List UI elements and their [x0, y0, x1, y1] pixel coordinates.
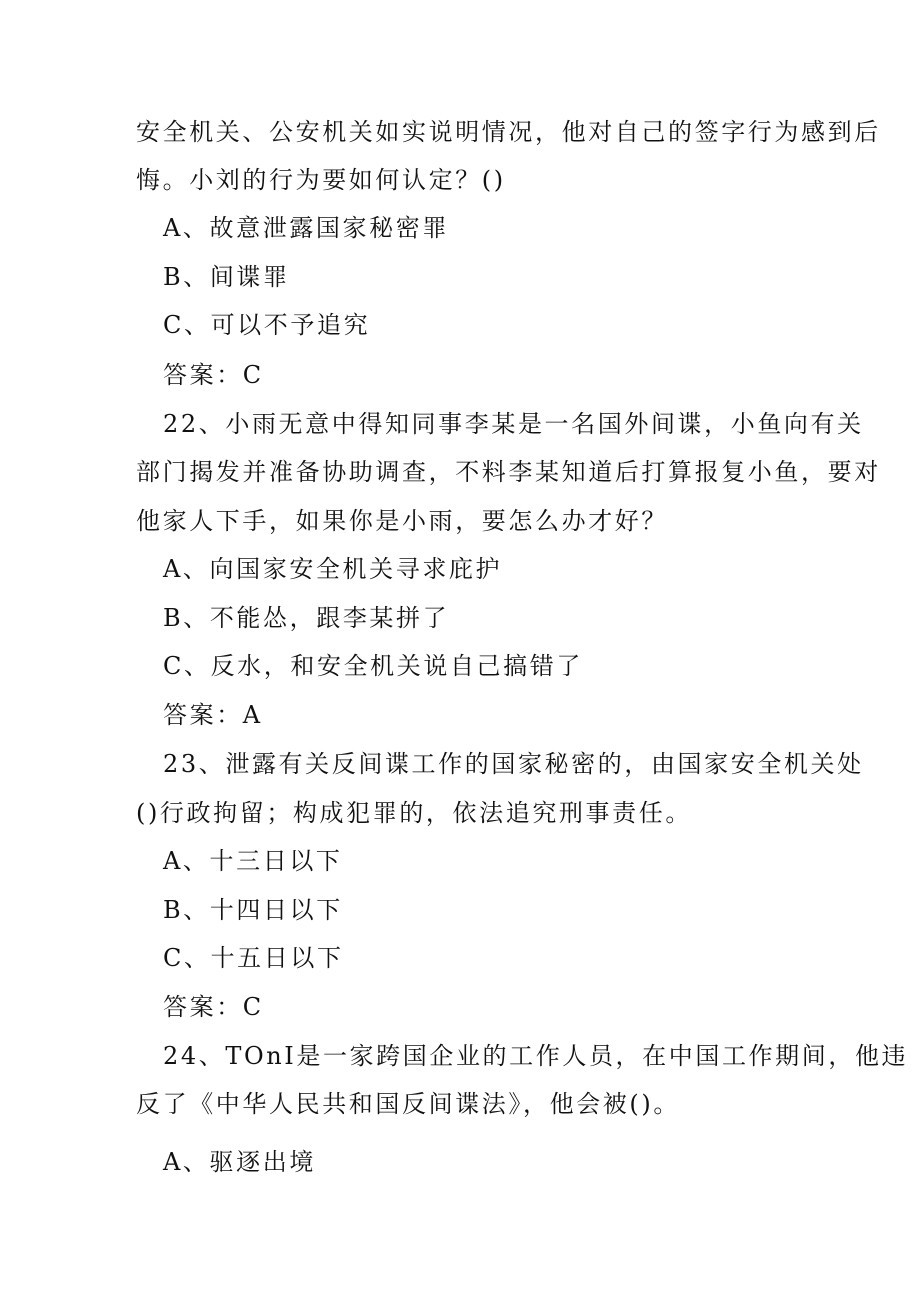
answer: 答案：A — [163, 701, 263, 729]
question-text-line: 悔。小刘的行为要如何认定？() — [136, 166, 506, 194]
question-text-line: 23、泄露有关反间谍工作的国家秘密的，由国家安全机关处 — [163, 750, 864, 778]
option-b: B、不能怂，跟李某拼了 — [163, 604, 450, 632]
option-b: B、间谍罪 — [163, 263, 290, 291]
option-a: A、十三日以下 — [163, 847, 343, 875]
question-text-line: 安全机关、公安机关如实说明情况，他对自己的签字行为感到后 — [136, 118, 881, 146]
question-text-line: 24、TOnI是一家跨国企业的工作人员，在中国工作期间，他违 — [163, 1042, 909, 1070]
option-a: A、故意泄露国家秘密罪 — [163, 214, 449, 242]
question-text-line: 他家人下手，如果你是小雨，要怎么办才好？ — [136, 507, 668, 535]
option-c: C、可以不予追究 — [163, 311, 371, 339]
option-a: A、驱逐出境 — [163, 1148, 316, 1176]
option-a: A、向国家安全机关寻求庇护 — [163, 555, 503, 583]
option-c: C、反水，和安全机关说自己搞错了 — [163, 652, 583, 680]
question-text-line: 22、小雨无意中得知同事李某是一名国外间谍，小鱼向有关 — [163, 410, 864, 438]
option-b: B、十四日以下 — [163, 896, 343, 924]
question-text-line: ()行政拘留；构成犯罪的，依法追究刑事责任。 — [136, 799, 692, 827]
question-text-line: 反了《中华人民共和国反间谍法》，他会被()。 — [136, 1090, 680, 1118]
question-text-line: 部门揭发并准备协助调查，不料李某知道后打算报复小鱼，要对 — [136, 458, 881, 486]
answer: 答案：C — [163, 993, 264, 1021]
answer: 答案：C — [163, 361, 264, 389]
option-c: C、十五日以下 — [163, 944, 344, 972]
